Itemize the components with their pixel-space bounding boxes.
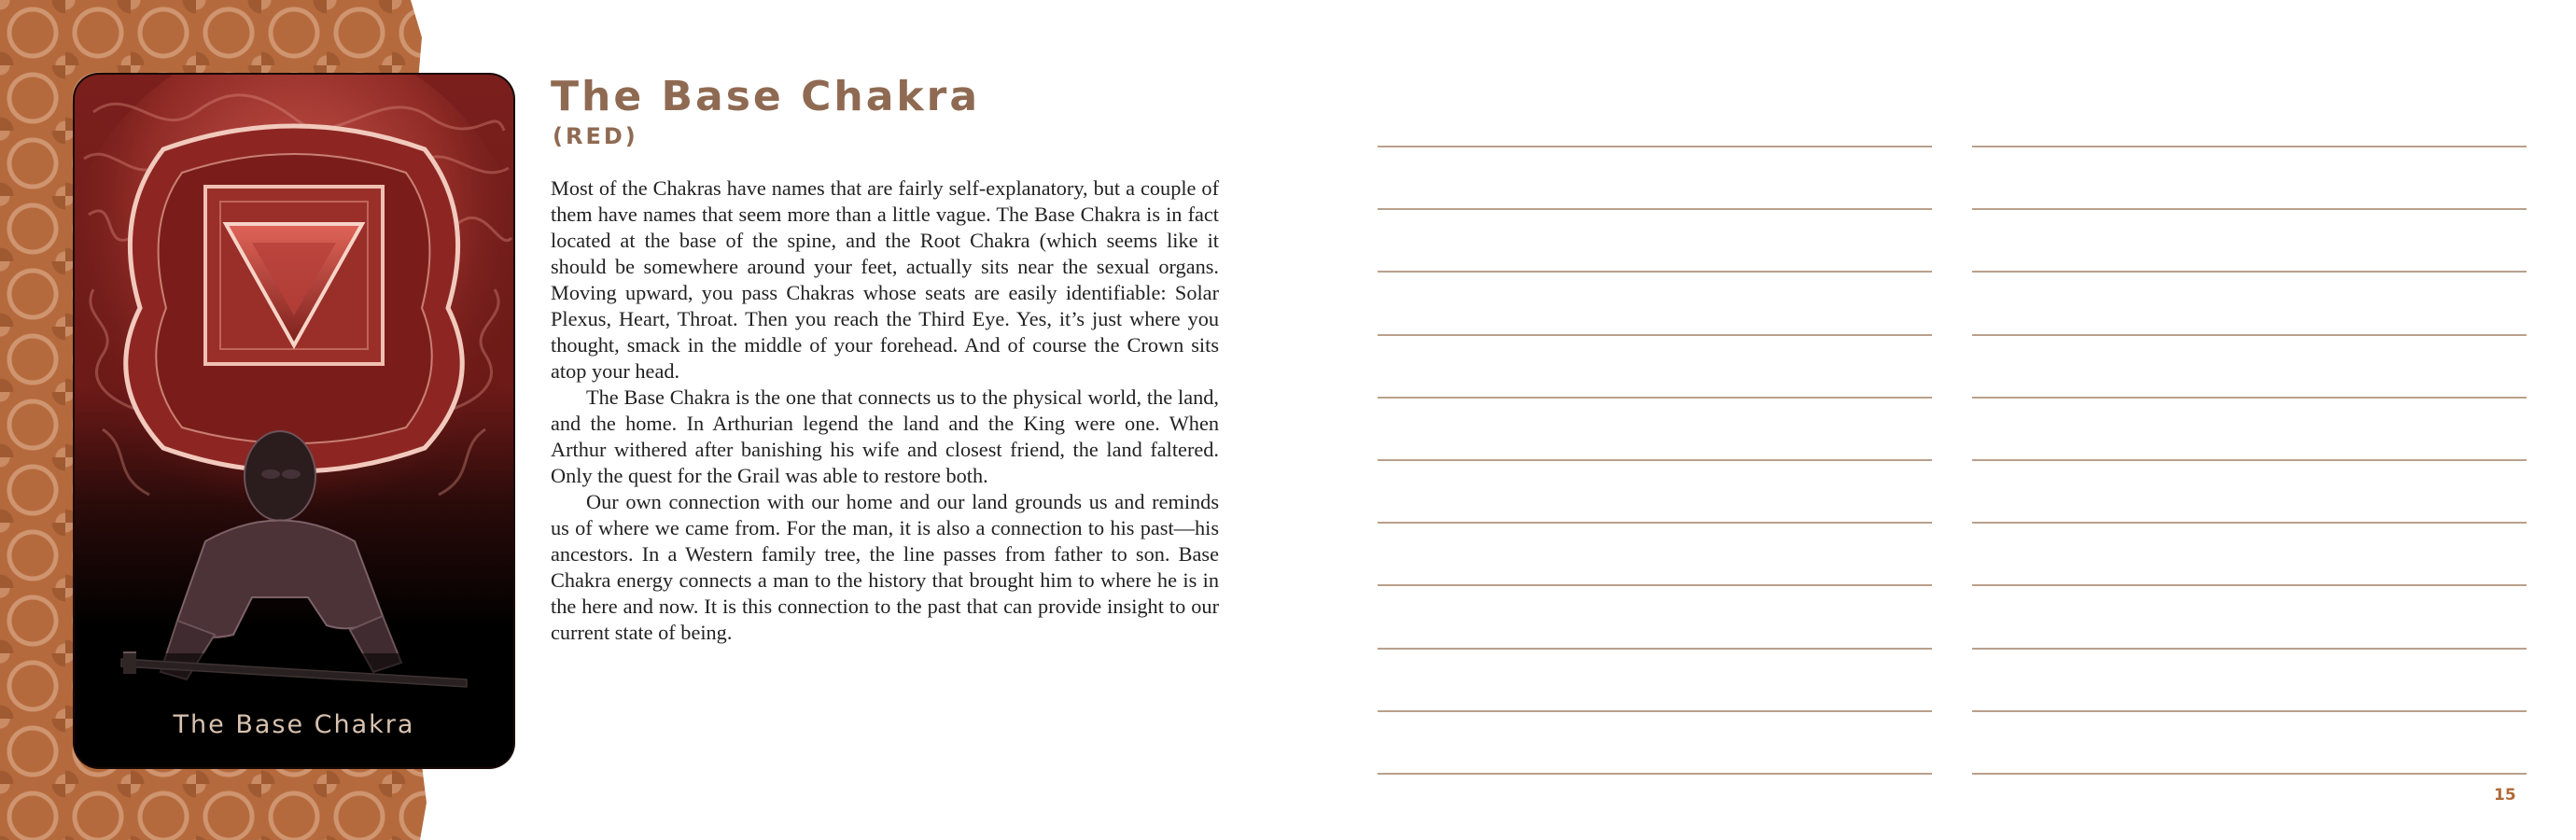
note-line: [1972, 271, 2527, 273]
note-line: [1378, 397, 1932, 399]
note-line: [1972, 334, 2527, 336]
chakra-card: [75, 75, 513, 767]
note-line: [1972, 584, 2527, 586]
note-line: [1972, 146, 2527, 147]
note-line: [1378, 334, 1932, 336]
body-text: [551, 175, 1219, 646]
paragraph-1: Most of the Chakras have names that are fairly self-explanatory, but a couple of them have names that seem more than a little vague. The Base Chakra is in fact located at the base of the spine, and the Root Chakra (which seems like it should be somewhere around your feet, actually sits near the sexual organs. Moving upward, you pass Chakras whose seats are easily identifiable: Solar Plexus, Heart, Throat. Then you reach the Third Eye. Yes, it’s just where you thought, smack in the middle of your forehead. And of course the Crown sits atop your head.: [551, 176, 1219, 383]
note-line: [1972, 397, 2527, 399]
note-line: [1378, 584, 1932, 586]
note-line: [1378, 459, 1932, 461]
paragraph-2: The Base Chakra is the one that connects us to the physical world, the land, and the home. In Arthurian legend the land and the King were one. When Arthur withered after banishing his wife and closest friend, the land faltered. Only the quest for the Grail was able to restore both.: [551, 385, 1219, 487]
note-line: [1378, 522, 1932, 524]
card-caption: The Base Chakra: [173, 710, 415, 739]
note-line: [1378, 146, 1932, 147]
paragraph-3: Our own connection with our home and our land grounds us and reminds us of where we came from. For the man, it is also a connection to his past—his ancestors. In a Western family tree, the line passes from father to son. Base Chakra energy connects a man to the history that brought him to where he is in the here and now. It is this connection to the past that can provide insight to our current state of being.: [551, 490, 1219, 644]
note-line: [1972, 773, 2527, 775]
note-line: [1378, 271, 1932, 273]
note-line: [1378, 710, 1932, 712]
note-line: [1378, 773, 1932, 775]
note-line: [1972, 208, 2527, 210]
note-line: [1972, 459, 2527, 461]
note-line: [1972, 522, 2527, 524]
note-line: [1972, 648, 2527, 650]
card-illustration: [75, 75, 513, 767]
page-subtitle: (RED): [553, 123, 638, 149]
page-title: The Base Chakra: [551, 73, 981, 120]
note-line: [1378, 208, 1932, 210]
page-number: 15: [2494, 786, 2516, 805]
note-line: [1378, 648, 1932, 650]
note-line: [1972, 710, 2527, 712]
